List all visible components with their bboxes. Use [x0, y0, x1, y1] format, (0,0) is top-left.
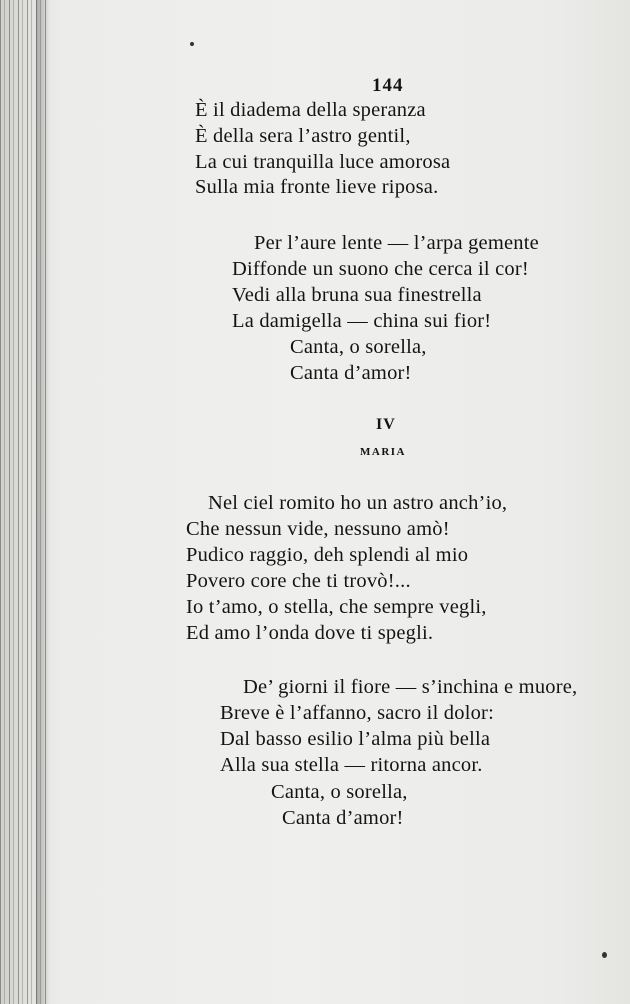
verse-line: Dal basso esilio l’alma più bella	[220, 728, 491, 750]
verse-line: Alla sua stella — ritorna ancor.	[220, 754, 483, 776]
verse-line: È della sera l’astro gentil,	[195, 125, 411, 147]
verse-line: Sulla mia fronte lieve riposa.	[195, 176, 439, 198]
verse-line: Nel ciel romito ho un astro anch’io,	[208, 492, 508, 514]
verse-line: Pudico raggio, deh splendi al mio	[186, 544, 469, 566]
verse-line: Breve è l’affanno, sacro il dolor:	[220, 702, 494, 724]
verse-line: Vedi alla bruna sua finestrella	[232, 284, 482, 306]
verse-line: È il diadema della speranza	[195, 99, 426, 121]
verse-line: Per l’aure lente — l’arpa gemente	[254, 232, 539, 254]
section-title: MARIA	[360, 446, 406, 458]
page-number: 144	[372, 75, 404, 96]
verse-line: Povero core che ti trovò!...	[186, 570, 411, 592]
refrain-line: Canta d’amor!	[282, 807, 404, 829]
verse-line: Diffonde un suono che cerca il cor!	[232, 258, 529, 280]
refrain-line: Canta d’amor!	[290, 362, 412, 384]
gutter-shadow	[36, 0, 50, 1004]
refrain-line: Canta, o sorella,	[290, 336, 427, 358]
ink-speck	[190, 42, 194, 46]
verse-line: Ed amo l’onda dove ti spegli.	[186, 622, 434, 644]
verse-line: La cui tranquilla luce amorosa	[195, 151, 451, 173]
verse-line: La damigella — china sui fior!	[232, 310, 492, 332]
verse-line: Che nessun vide, nessuno amò!	[186, 518, 450, 540]
section-numeral: IV	[376, 416, 396, 433]
refrain-line: Canta, o sorella,	[271, 781, 408, 803]
ink-speck	[602, 952, 607, 958]
verse-line: De’ giorni il fiore — s’inchina e muore,	[243, 676, 578, 698]
verse-line: Io t’amo, o stella, che sempre vegli,	[186, 596, 487, 618]
